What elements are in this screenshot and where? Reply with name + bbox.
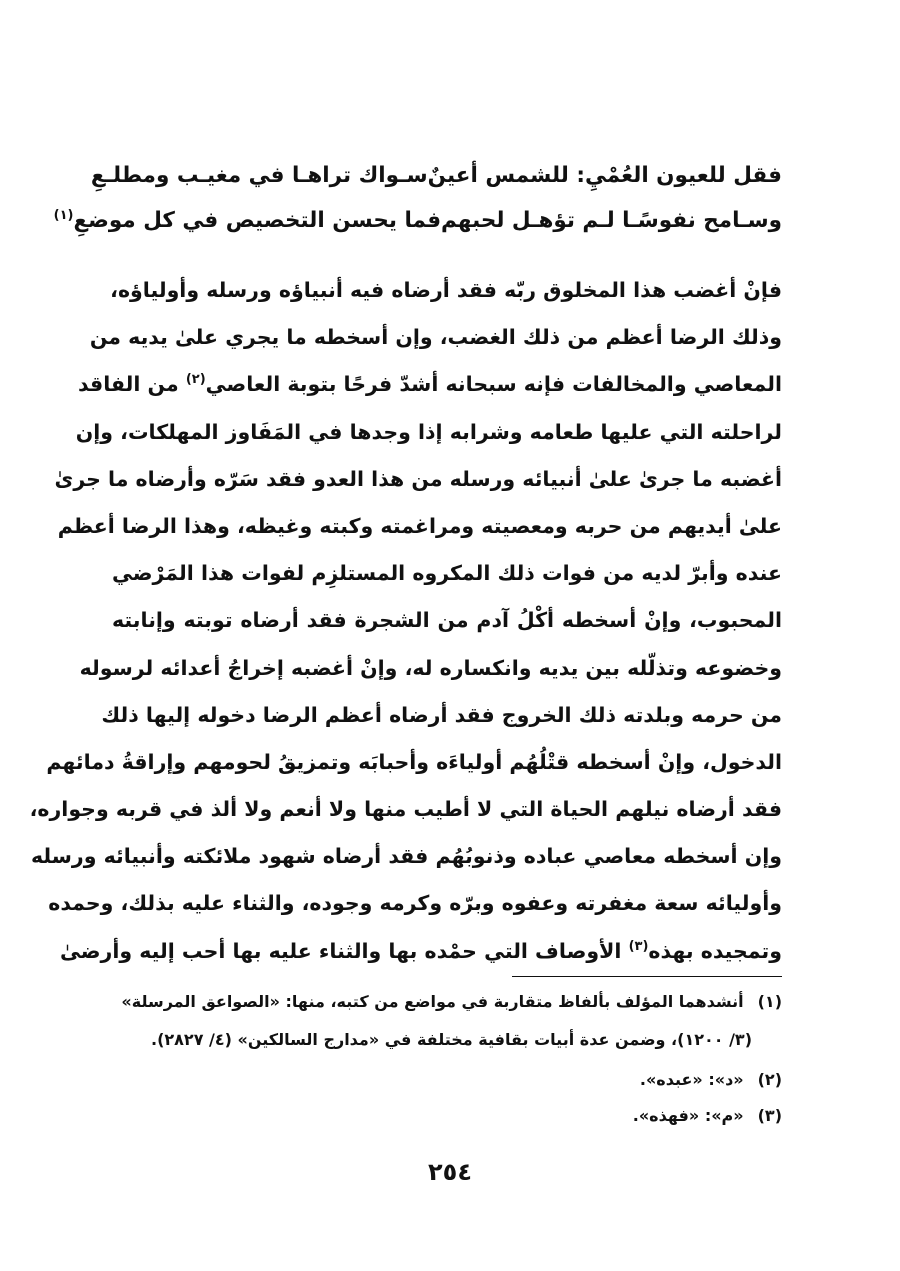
body-line-6: علىٰ أيديهم من حربه ومعصيته ومراغمته وكبته وغيظه، وهذا الرضا أعظم (57, 513, 782, 538)
footnote-2 (112, 1070, 782, 1089)
verse-2-second-hemistich (54, 208, 441, 233)
body-paragraph (29, 267, 782, 975)
body-line-9: وخضوعه وتذلّله بين يديه وانكساره له، وإنْ أغضبه إخراجُ أعدائه لرسوله (79, 655, 782, 680)
body-line-3-tail: من الفاقد (77, 372, 179, 397)
body-line-10: من حرمه وبلدته ذلك الخروج فقد أرضاه أعظم الرضا دخوله إليها ذلك (101, 702, 782, 727)
footnote-2-text: «د»: «عبده». (639, 1070, 744, 1089)
verse-2-second-text: فما يحسن التخصيص في كل موضعِ (73, 208, 442, 233)
poem-verse-1 (90, 163, 782, 188)
footnote-3 (112, 1106, 782, 1125)
footnote-1-number: (١) (757, 992, 782, 1011)
footnote-3-text: «م»: «فهذه». (632, 1106, 744, 1125)
footnote-ref-2: (٢) (185, 372, 206, 388)
body-line-12: فقد أرضاه نيلهم الحياة التي لا أطيب منها ولا أنعم ولا ألذ في قربه وجواره، (29, 797, 782, 822)
verse-1-second-hemistich: سـواك تراهـا في مغيـب ومطلـعِ (90, 163, 428, 188)
body-line-7: عنده وأبرّ لديه من فوات ذلك المكروه المستلزِم لفوات هذا المَرْضي (112, 561, 782, 586)
footnote-ref-3: (٣) (628, 938, 649, 954)
body-line-13: وإن أسخطه معاصي عباده وذنوبُهُم فقد أرضاه شهود ملائكته وأنبيائه ورسله (30, 844, 782, 869)
body-line-15-text: وتمجيده بهذه (648, 938, 782, 963)
body-line-8: المحبوب، وإنْ أسخطه أكْلُ آدم من الشجرة فقد أرضاه توبته وإنابته (112, 608, 782, 633)
body-line-11: الدخول، وإنْ أسخطه قتْلُهُم أولياءَه وأحبابَه وتمزيقُ لحومهم وإراقةُ دمائهم (46, 749, 782, 774)
footnote-1 (112, 992, 782, 1011)
body-line-14: وأوليائه سعة مغفرته وعفوه وبرّه وكرمه وجوده، والثناء عليه بذلك، وحمده (48, 891, 782, 916)
footnote-1-text: أنشدهما المؤلف بألفاظ متقاربة في مواضع من كتبه، منها: «الصواعق المرسلة» (121, 992, 744, 1011)
body-line-2: وذلك الرضا أعظم من ذلك الغضب، وإن أسخطه ما يجري علىٰ يديه من (89, 325, 782, 350)
body-line-3-text: المعاصي والمخالفات فإنه سبحانه أشدّ فرحًا بتوبة العاصي (205, 372, 782, 397)
body-line-4: لراحلته التي عليها طعامه وشرابه إذا وجدها في المَفَاوز المهلكات، وإن (75, 419, 782, 444)
footnote-ref-1: (١) (53, 207, 74, 223)
footnote-2-number: (٢) (757, 1070, 782, 1089)
body-line-3 (77, 361, 782, 408)
page-number: ٢٥٤ (428, 1158, 472, 1186)
body-line-15-tail: الأوصاف التي حمْده بها والثناء عليه بها أحب إليه وأرضىٰ (59, 938, 622, 963)
verse-1-first-hemistich: فقل للعيون العُمْيِ: للشمس أعينٌ (427, 163, 782, 188)
body-line-5: أغضبه ما جرىٰ علىٰ أنبيائه ورسله من هذا العدو فقد سَرّه وأرضاه ما جرىٰ (54, 466, 782, 491)
poem-verse-2 (53, 207, 782, 233)
body-line-1: فإنْ أغضب هذا المخلوق ربّه فقد أرضاه فيه أنبياؤه ورسله وأولياؤه، (110, 278, 782, 302)
footnote-separator (512, 976, 782, 977)
footnote-1-continuation: (٣/ ١٢٠٠)، وضمن عدة أبيات بقافية مختلفة في «مدارج السالكين» (٤/ ٢٨٢٧). (151, 1030, 752, 1049)
verse-2-first-hemistich: وسـامح نفوسًـا لـم تؤهـل لحبهم (441, 208, 782, 233)
body-line-15 (59, 928, 782, 975)
footnote-3-number: (٣) (757, 1106, 782, 1125)
